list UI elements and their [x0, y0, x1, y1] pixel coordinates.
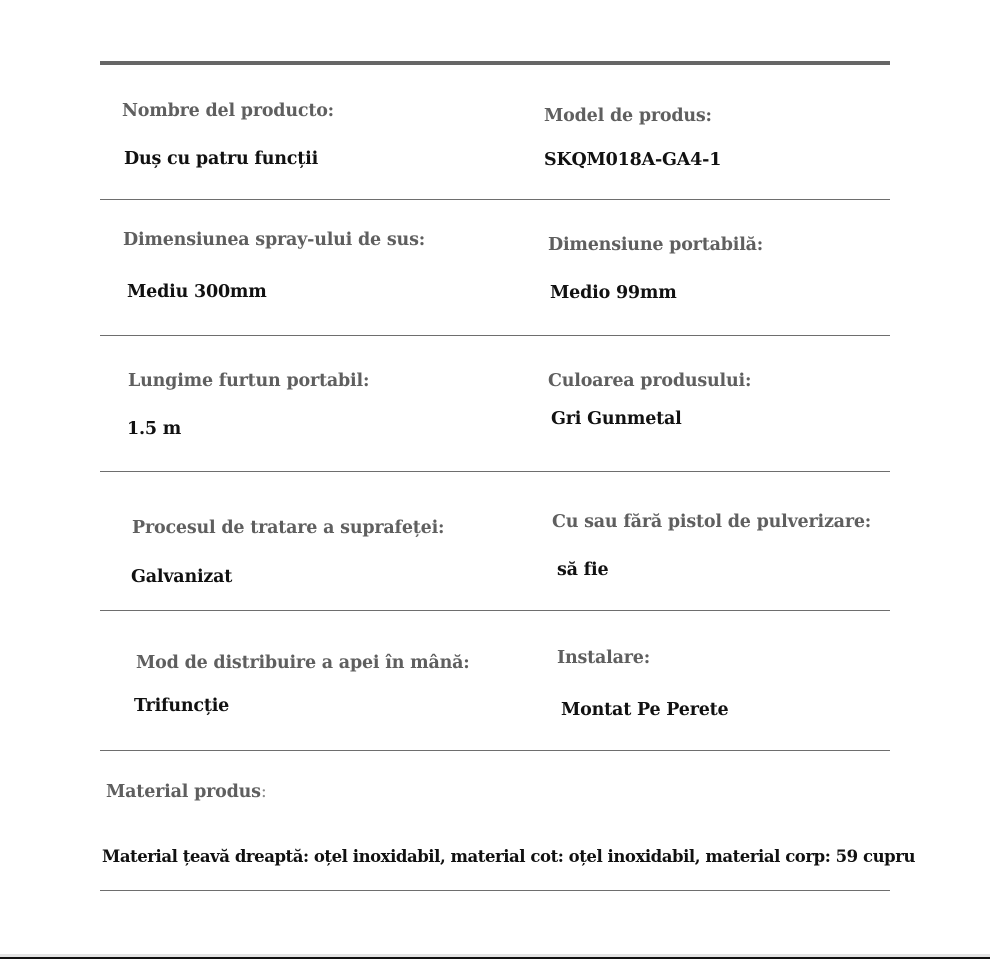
row-divider [100, 335, 890, 336]
spec-value-water-mode: Trifuncție [134, 696, 230, 716]
spec-label-spray-gun: Cu sau fără pistol de pulverizare: [552, 512, 872, 532]
spec-label-model: Model de produs: [544, 106, 712, 126]
row-divider [100, 890, 890, 891]
spec-value-surface-treatment: Galvanizat [131, 567, 233, 587]
spec-label-water-mode: Mod de distribuire a apei în mână: [136, 653, 470, 673]
spec-value-color: Gri Gunmetal [551, 409, 682, 429]
row-divider [100, 471, 890, 472]
spec-value-product-name: Duș cu patru funcții [124, 149, 319, 169]
top-rule [100, 61, 890, 65]
row-divider [100, 199, 890, 200]
spec-value-model: SKQM018A-GA4-1 [544, 150, 722, 170]
spec-value-top-spray-size: Mediu 300mm [127, 282, 267, 302]
spec-label-color: Culoarea produsului: [548, 371, 752, 391]
spec-label-hose-length: Lungime furtun portabil: [128, 371, 370, 391]
spec-label-top-spray-size: Dimensiunea spray-ului de sus: [123, 230, 425, 250]
spec-label-product-name: Nombre del producto: [122, 101, 334, 121]
row-divider [100, 750, 890, 751]
material-label-text: Material produs [106, 782, 261, 802]
spec-label-material [106, 782, 267, 802]
row-divider [100, 610, 890, 611]
spec-label-installation: Instalare: [557, 648, 650, 668]
spec-label-handheld-size: Dimensiune portabilă: [548, 235, 764, 255]
spec-value-spray-gun: să fie [557, 560, 609, 580]
material-label-colon: : [260, 782, 267, 802]
spec-label-surface-treatment: Procesul de tratare a suprafeței: [132, 518, 445, 538]
spec-value-hose-length: 1.5 m [127, 419, 182, 439]
spec-value-handheld-size: Medio 99mm [550, 283, 677, 303]
spec-value-material: Material țeavă dreaptă: oțel inoxidabil, material cot: oțel inoxidabil, material corp: 59 cupru [102, 847, 916, 866]
spec-value-installation: Montat Pe Perete [561, 700, 729, 720]
